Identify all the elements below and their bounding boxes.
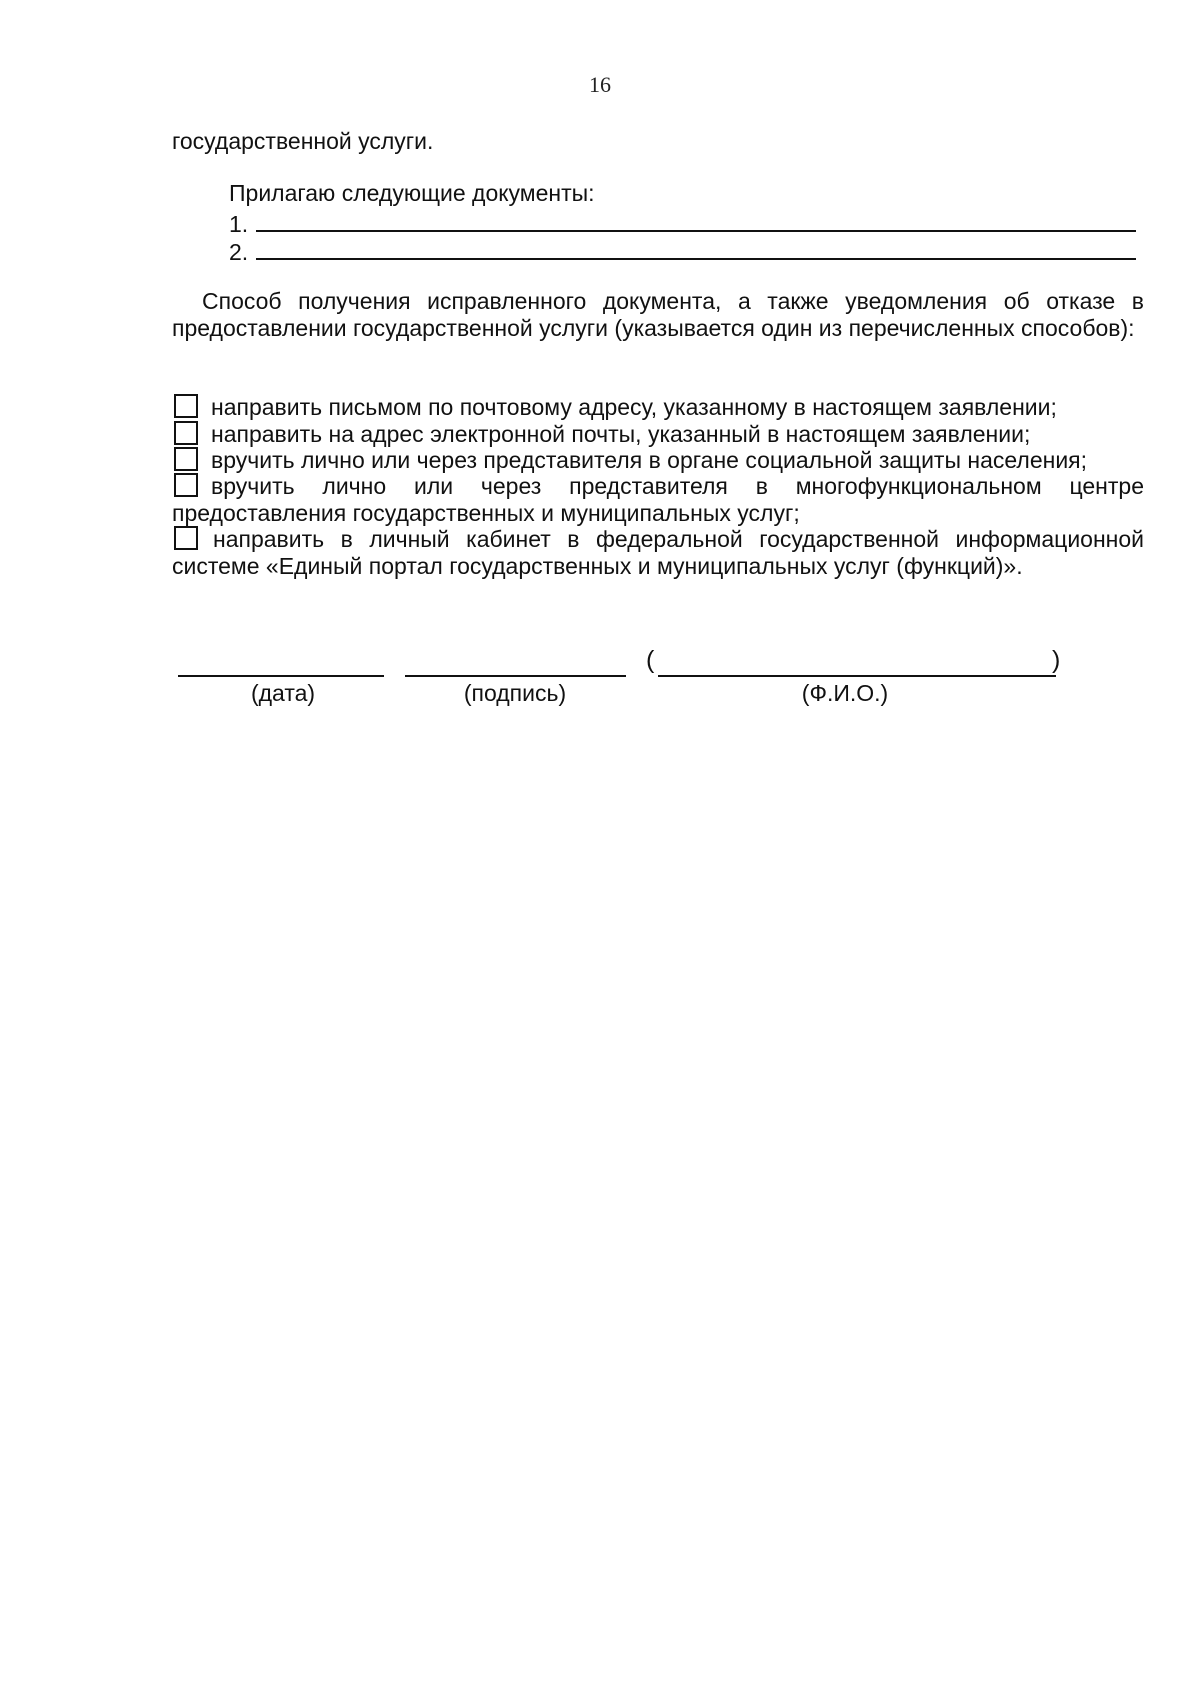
delivery-method-paragraph: Способ получения исправленного документа, а также уведомления об отказе в предоставлении государственной услуги (указывается один из перечисленных способов): <box>172 288 1144 341</box>
option-label-3: вручить лично или через представителя в органе социальной защиты населения; <box>211 447 1088 473</box>
option-label-4: вручить лично или через представителя в многофункциональном центре предоставления государственных и муниципальных услуг; <box>172 473 1144 526</box>
option-label-2: направить на адрес электронной почты, указанный в настоящем заявлении; <box>211 421 1031 447</box>
attachment-number-2: 2. <box>229 239 249 265</box>
attachment-field-2[interactable] <box>256 238 1136 260</box>
name-label: (Ф.И.О.) <box>801 680 889 706</box>
attachment-row-2 <box>229 238 1136 266</box>
option-label-5: направить в личный кабинет в федеральной государственной информационной системе «Единый портал государственных и муниципальных услуг (функций)». <box>172 526 1144 579</box>
option-checkbox-3[interactable] <box>174 447 198 471</box>
attachment-field-1[interactable] <box>256 210 1136 232</box>
name-open-paren: ( <box>646 646 655 674</box>
page-number: 16 <box>589 72 611 97</box>
option-label-1: направить письмом по почтовому адресу, указанному в настоящем заявлении; <box>211 394 1057 420</box>
name-close-paren: ) <box>1052 646 1061 674</box>
name-field[interactable] <box>658 675 1056 677</box>
option-checkbox-1[interactable] <box>174 394 198 418</box>
attachment-number-1: 1. <box>229 211 249 237</box>
attachment-row-1 <box>229 210 1136 238</box>
signature-field[interactable] <box>405 675 626 677</box>
intro-fragment: государственной услуги. <box>172 128 434 154</box>
date-field[interactable] <box>178 675 384 677</box>
option-checkbox-2[interactable] <box>174 421 198 445</box>
attachments-heading: Прилагаю следующие документы: <box>229 180 595 206</box>
date-label: (дата) <box>250 680 316 706</box>
signature-label: (подпись) <box>463 680 567 706</box>
